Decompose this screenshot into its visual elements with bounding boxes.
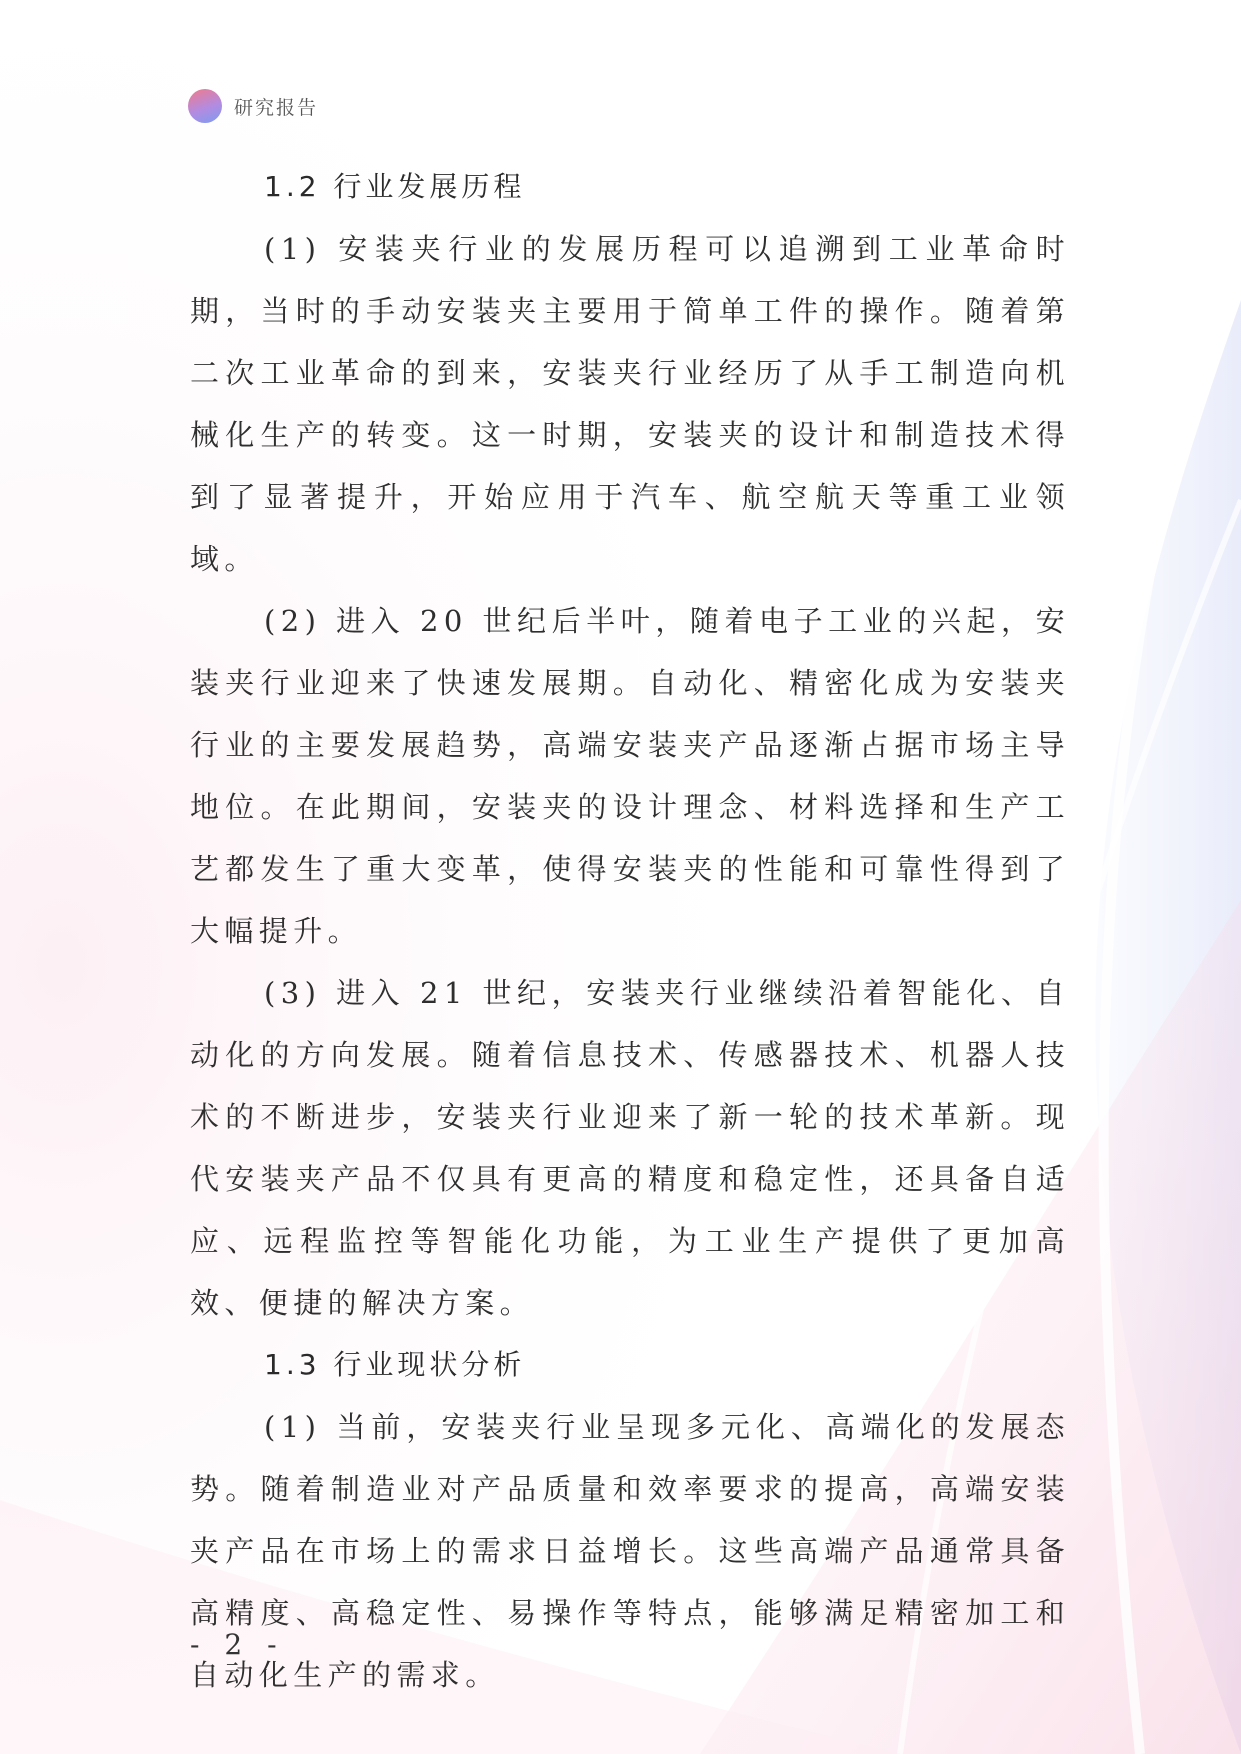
header-title: 研究报告 (234, 96, 319, 119)
section-heading-1-3: 1.3 行业现状分析 (264, 1348, 526, 1381)
page-number: - 2 - (190, 1628, 285, 1661)
document-body (190, 156, 1070, 1706)
paragraph: (3) 进入 21 世纪，安装夹行业继续沿着智能化、自动化的方向发展。随着信息技术、传感器技术、机器人技术的不断进步，安装夹行业迎来了新一轮的技术革新。现代安装夹产品不仅具有更高的精度和稳定性，还具备自适应、远程监控等智能化功能，为工业生产提供了更加高效、便捷的解决方案。 (190, 976, 1070, 1320)
paragraph: (1) 当前，安装夹行业呈现多元化、高端化的发展态势。随着制造业对产品质量和效率要求的提高，高端安装夹产品在市场上的需求日益增长。这些高端产品通常具备高精度、高稳定性、易操作等特点，能够满足精密加工和自动化生产的需求。 (190, 1410, 1070, 1692)
paragraph: (1) 安装夹行业的发展历程可以追溯到工业革命时期，当时的手动安装夹主要用于简单工件的操作。随着第二次工业革命的到来，安装夹行业经历了从手工制造向机械化生产的转变。这一时期，安装夹的设计和制造技术得到了显著提升，开始应用于汽车、航空航天等重工业领域。 (190, 232, 1070, 576)
report-header (188, 88, 318, 124)
logo-circle-icon (188, 89, 222, 123)
paragraph: (2) 进入 20 世纪后半叶，随着电子工业的兴起，安装夹行业迎来了快速发展期。自动化、精密化成为安装夹行业的主要发展趋势，高端安装夹产品逐渐占据市场主导地位。在此期间，安装夹的设计理念、材料选择和生产工艺都发生了重大变革，使得安装夹的性能和可靠性得到了大幅提升。 (190, 604, 1070, 948)
section-heading-1-2: 1.2 行业发展历程 (264, 170, 526, 203)
